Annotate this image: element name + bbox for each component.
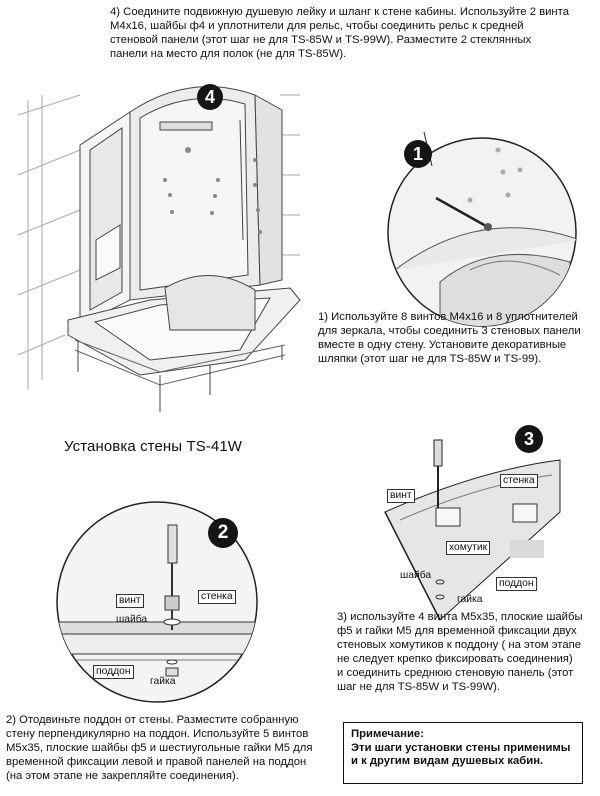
step2-line: (на этом этапе не закрепляйте соединения). [6,770,239,782]
step3-label-washer: шайба [400,570,432,581]
step2-label-washer: шайба [116,614,148,625]
step4-badge: 4 [197,84,223,110]
step1-badge: 1 [404,140,432,168]
note-box [343,722,583,784]
step3-label-screw: винт [387,489,415,503]
step3-detail [385,440,560,620]
wall-installation-title: Установка стены TS-41W [64,438,243,455]
step1-text [318,310,581,366]
step2-label-screw: винт [116,594,144,608]
step2-label-nut: гайка [150,676,176,687]
step4-line: 4) Соедините подвижную душевую лейку и шланг к стене кабины. Используйте 2 винта [110,6,570,18]
step3-label-nut: гайка [457,594,483,605]
step2-text [6,713,312,783]
cabin-illustration [18,87,300,412]
step3-label-tray: поддон [496,577,537,591]
step2-line: стену перпендикулярно на поддон. Используйте 5 винтов [6,728,309,740]
step3-line: шаг не для TS-85W и TS-99W). [337,681,501,693]
step1-line: шляпки (этот шаг не для TS-85W и TS-99). [318,353,542,365]
step4-text [110,5,569,61]
step2-badge: 2 [208,518,238,548]
note-title: Примечание: [351,728,424,740]
step3-label-clamp: хомутик [446,541,490,555]
step2-label-wall: стенка [198,590,236,604]
step2-label-tray: поддон [93,665,134,679]
step4-line: стеновой панели (этот шаг не для TS-85W и TS-99W). Разместите 2 стеклянных [110,34,532,46]
step3-line: и соединить среднюю стеновую панель (этот [337,667,574,679]
step3-line: ф5 и гайки М5 для временной фиксации двух [337,625,577,637]
step3-line: стеновых хомутиков к поддону ( на этом этапе [337,639,582,651]
step2-line: M5x35, плоские шайбы ф5 и шестиугольные гайки М5 для [6,742,313,754]
note-line: Эти шаги установки стены применимы [351,741,571,754]
step2-line: 2) Отодвиньте поддон от стены. Разместите собранную [6,714,299,726]
step1-line: 1) Используйте 8 винтов M4x16 и 8 уплотнителей [318,311,578,323]
step1-line: вместе в одну стену. Установите декоративные [318,339,567,351]
step3-badge: 3 [515,425,543,453]
step3-text [337,610,583,694]
step3-line: не следует крепко фиксировать соединения) [337,653,573,665]
step3-line: 3) используйте 4 винта M5x35, плоские шайбы [337,611,583,623]
note-line: и к другим видам душевых кабин. [351,755,544,767]
step1-line: для зеркала, чтобы соединить 3 стеновых панели [318,325,581,337]
step4-line: панели на место для полок (не для TS-85W). [110,48,347,60]
step4-line: M4x16, шайбы ф4 и уплотнители для рельс, чтобы соединить рельс к средней [110,20,524,32]
step2-line: временной фиксации левой и правой панелей на поддон [6,756,307,768]
step3-label-wall: стенка [500,474,538,488]
